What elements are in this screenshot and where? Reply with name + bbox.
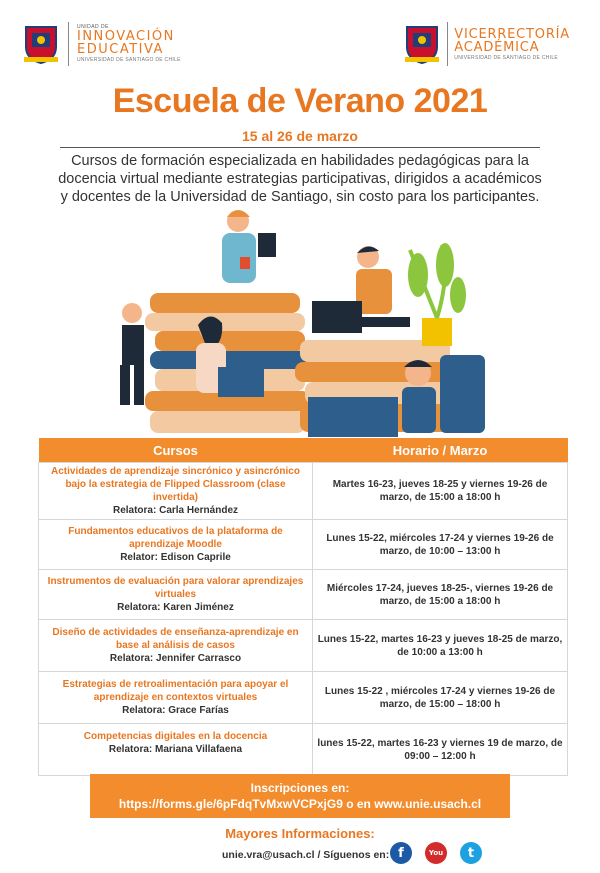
registration-banner: [90, 774, 510, 818]
course-cell: [39, 672, 313, 724]
contact-text[interactable]: unie.vra@usach.cl / Síguenos en:: [222, 849, 390, 861]
course-relator: Relatora: Karen Jiménez: [117, 602, 234, 613]
course-cell: [39, 520, 313, 570]
youtube-icon[interactable]: You: [425, 842, 447, 864]
course-relator: Relatora: Carla Hernández: [112, 505, 239, 516]
column-header-cursos: Cursos: [39, 438, 313, 463]
schedule-cell: Martes 16-23, jueves 18-25 y viernes 19-26 de marzo, de 15:00 a 18:00 h: [313, 463, 568, 520]
table-row: [39, 463, 568, 520]
university-seal-icon: [403, 23, 441, 65]
logo-left-top: UNIDAD DE: [77, 24, 110, 30]
course-title: Actividades de aprendizaje sincrónico y asincrónico bajo la estrategia de Flipped Classroom (clase invertida): [51, 466, 300, 503]
logo-right-sub: UNIVERSIDAD DE SANTIAGO DE CHILE: [454, 54, 559, 61]
course-title: Fundamentos educativos de la plataforma de aprendizaje Moodle: [68, 526, 283, 550]
table-row: [39, 672, 568, 724]
schedule-cell: Lunes 15-22 , miércoles 17-24 y viernes 19-26 de marzo, de 15:00 – 18:00 h: [313, 672, 568, 724]
logo-divider: [447, 22, 448, 66]
twitter-icon[interactable]: t: [460, 842, 482, 864]
more-info-heading: Mayores Informaciones:: [225, 826, 375, 841]
schedule-cell: Miércoles 17-24, jueves 18-25-, viernes 19-26 de marzo, de 15:00 a 18:00 h: [313, 570, 568, 620]
course-cell: [39, 724, 313, 776]
course-cell: [39, 463, 313, 520]
course-relator: Relator: Edison Caprile: [120, 552, 231, 563]
logo-vra: [403, 22, 570, 66]
courses-table: [38, 438, 568, 776]
logo-right-line2: ACADÉMICA: [454, 39, 540, 55]
course-title: Competencias digitales en la docencia: [83, 731, 268, 742]
table-row: [39, 520, 568, 570]
course-title: Estrategias de retroalimentación para apoyar el aprendizaje en contextos virtuales: [62, 679, 289, 703]
registration-label: Inscripciones en:: [250, 781, 350, 795]
event-dates: 15 al 26 de marzo: [242, 128, 358, 144]
logo-right-line1: VICERRECTORÍA: [454, 26, 570, 42]
intro-text: Cursos de formación especializada en habilidades pedagógicas para la docencia virtual mediante estrategias participativas, dirigidos a académicos y docentes de la Universidad de Santiago, sin costo para los participantes.: [58, 153, 542, 205]
schedule-cell: Lunes 15-22, martes 16-23 y jueves 18-25 de marzo, de 10:00 a 13:00 h: [313, 620, 568, 672]
course-cell: [39, 620, 313, 672]
logo-left-line1: INNOVACIÓN: [77, 29, 175, 44]
people-on-books-illustration: [100, 205, 520, 437]
course-title: Diseño de actividades de enseñanza-aprendizaje en base al análisis de casos: [52, 627, 299, 651]
divider-line: [60, 147, 540, 148]
course-relator: Relatora: Mariana Villafaena: [108, 744, 243, 755]
table-row: [39, 620, 568, 672]
course-relator: Relatora: Grace Farías: [122, 705, 229, 716]
schedule-cell: lunes 15-22, martes 16-23 y viernes 19 de marzo, de 09:00 – 12:00 h: [313, 724, 568, 776]
registration-link[interactable]: https://forms.gle/6pFdqTvMxwVCPxjG9 o en www.unie.usach.cl: [118, 797, 482, 811]
logo-left-line2: EDUCATIVA: [77, 42, 164, 57]
column-header-horario: Horario / Marzo: [313, 438, 568, 463]
page-title: Escuela de Verano 2021: [112, 82, 488, 120]
course-relator: Relatora: Jennifer Carrasco: [109, 653, 242, 664]
university-seal-icon: [22, 23, 60, 65]
table-row: [39, 570, 568, 620]
logo-unie: [22, 22, 181, 66]
course-title: Instrumentos de evaluación para valorar aprendizajes virtuales: [47, 576, 304, 600]
facebook-icon[interactable]: f: [390, 842, 412, 864]
course-cell: [39, 570, 313, 620]
logo-left-sub: UNIVERSIDAD DE SANTIAGO DE CHILE: [77, 57, 181, 63]
logo-divider: [68, 22, 69, 66]
table-row: [39, 724, 568, 776]
schedule-cell: Lunes 15-22, miércoles 17-24 y viernes 19-26 de marzo, de 10:00 – 13:00 h: [313, 520, 568, 570]
